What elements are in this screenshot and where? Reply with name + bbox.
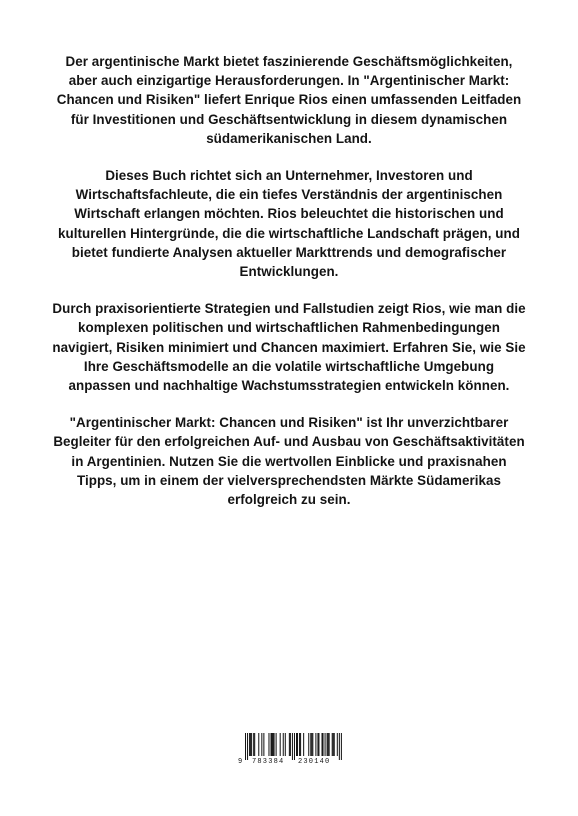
barcode-bar xyxy=(315,733,316,756)
barcode-bar xyxy=(272,733,273,756)
barcode-bar xyxy=(271,733,272,756)
barcode-bar xyxy=(339,733,340,760)
barcode-bar xyxy=(312,733,313,756)
barcode-bar xyxy=(310,733,311,756)
isbn-barcode xyxy=(236,730,344,770)
barcode-bar xyxy=(263,733,264,756)
barcode-first-digit: 9 xyxy=(238,758,243,766)
barcode-bar xyxy=(253,733,254,756)
description-paragraph-2: Dieses Buch richtet sich an Unternehmer, Investoren und Wirtschaftsfachleute, die ein tiefes Verständnis der argentinischen Wirtschaft erlangen möchten. Rios beleuchtet die historischen und kulturellen Hintergründe, die die wirtschaftliche Landschaft prägen, und bietet fundierte Analysen aktueller Markttrends und demografischer Entwicklungen. xyxy=(58,168,520,280)
barcode-bar xyxy=(327,733,328,756)
barcode-bar xyxy=(299,733,300,756)
barcode-right-group: 230140 xyxy=(298,758,331,766)
barcode-bar xyxy=(334,733,335,756)
barcode-bar xyxy=(323,733,324,756)
barcode-bar xyxy=(318,733,319,756)
barcode-bar xyxy=(290,733,291,756)
barcode-bar xyxy=(311,733,312,756)
barcode-bar xyxy=(333,733,334,756)
barcode-bar xyxy=(289,733,290,756)
barcode-bar xyxy=(276,733,277,756)
barcode-bar xyxy=(328,733,329,756)
barcode-digits xyxy=(236,758,344,770)
barcode-bar xyxy=(283,733,284,756)
barcode-bar xyxy=(322,733,323,756)
barcode-bar xyxy=(332,733,333,756)
barcode-bar xyxy=(296,733,297,756)
barcode-bar xyxy=(273,733,274,756)
barcode-bar xyxy=(285,733,286,756)
barcode-bar xyxy=(308,733,309,756)
barcode-bar xyxy=(261,733,262,756)
barcode-bar xyxy=(292,733,293,760)
barcode-bar xyxy=(249,733,250,756)
description-paragraph-3: Durch praxisorientierte Strategien und Fallstudien zeigt Rios, wie man die komplexen politischen und wirtschaftlichen Rahmenbedingungen navigiert, Risiken minimiert und Chancen maximiert. Erfahren Sie, wie Sie Ihre Geschäftsmodelle an die volatile wirtschaftliche Umgebung anpassen und nachhaltige Wachstumsstrategien entwickeln können. xyxy=(52,301,526,394)
barcode-bar xyxy=(247,733,248,760)
barcode-bar xyxy=(250,733,251,756)
barcode-bar xyxy=(274,733,275,756)
barcode-left-group: 783384 xyxy=(252,758,285,766)
barcode-bar xyxy=(297,733,298,756)
barcode-bar xyxy=(294,733,295,760)
barcode-bar xyxy=(251,733,252,756)
back-cover-text xyxy=(52,52,526,527)
barcode-bar xyxy=(258,733,259,756)
barcode-bar xyxy=(325,733,326,756)
barcode-bar xyxy=(280,733,281,756)
barcode-bar xyxy=(341,733,342,760)
barcode-bar xyxy=(337,733,338,756)
barcode-bar xyxy=(268,733,269,756)
description-paragraph-1: Der argentinische Markt bietet faszinierende Geschäftsmöglichkeiten, aber auch einzigartige Herausforderungen. In "Argentinischer Markt: Chancen und Risiken" liefert Enrique Rios einen umfassenden Leitfaden für Investitionen und Geschäftsentwicklung in diesem dynamischen südamerikanischen Land. xyxy=(56,54,522,146)
barcode-bar xyxy=(303,733,304,756)
barcode-bar xyxy=(300,733,301,756)
barcode-bar xyxy=(245,733,246,760)
description-paragraph-4: "Argentinischer Markt: Chancen und Risiken" ist Ihr unverzichtbarer Begleiter für den erfolgreichen Auf- und Ausbau von Geschäftsaktivitäten in Argentinien. Nutzen Sie die wertvollen Einblicke und praxisnahen Tipps, um in einem der vielversprechendsten Märkte Südamerikas erfolgreich zu sein. xyxy=(53,415,525,508)
barcode-bar xyxy=(329,733,330,756)
barcode-bar xyxy=(254,733,255,756)
barcode-bars xyxy=(236,730,344,760)
barcode-bar xyxy=(317,733,318,756)
